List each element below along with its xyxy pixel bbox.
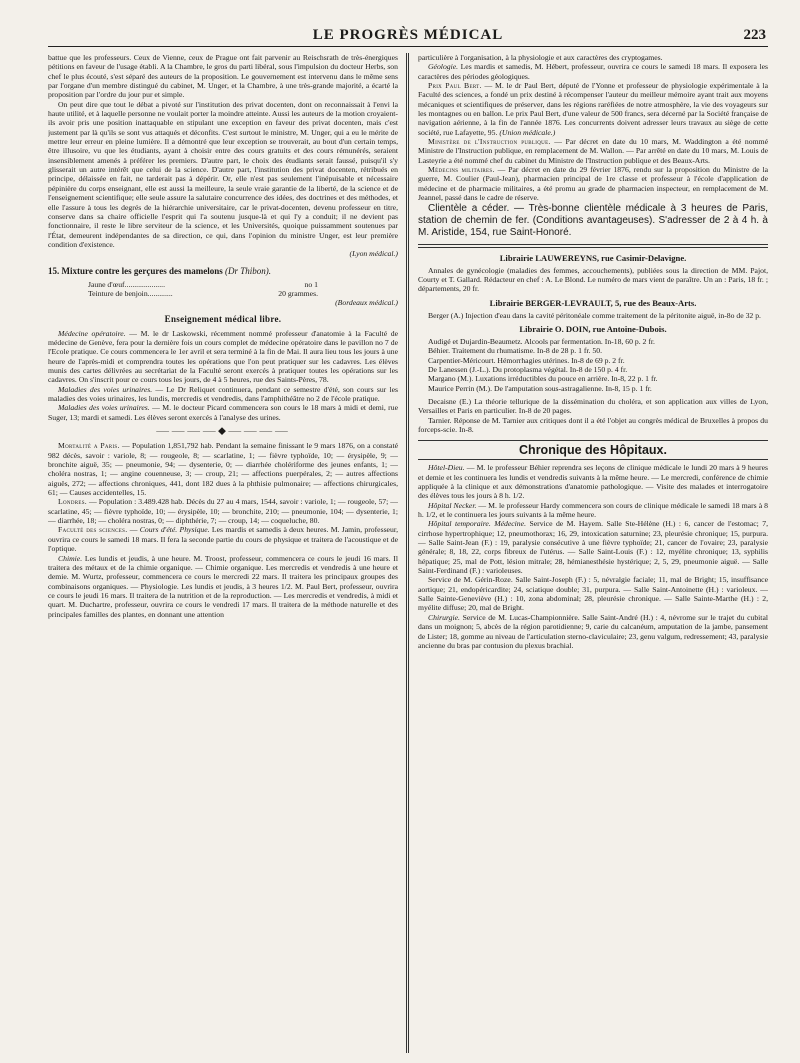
clientele-text: Clientèle a céder. — Très-bonne clientèle médicale à 3 heures de Paris, station de chemin de fer. (Conditions avantageuses). S'adresser de 2 à 4 h. à M. Aristide, 154, rue Saint-Honoré. bbox=[418, 202, 768, 238]
voies-urinaires-1-paragraph bbox=[48, 385, 398, 404]
book-listing: De Lanessen (J.-L.). Du protoplasma végétal. In-8 de 150 p. 4 fr. bbox=[428, 364, 628, 374]
clientele-advertisement bbox=[418, 203, 768, 239]
book-listing: Carpentier-Méricourt. Hémorrhagies utérines. In-8 de 69 p. 2 fr. bbox=[428, 355, 625, 365]
section-15-heading bbox=[48, 265, 398, 277]
voies-urinaires-2-paragraph bbox=[48, 403, 398, 422]
paragraph-label: Chimie. bbox=[58, 553, 83, 563]
chirurgie-paragraph bbox=[418, 613, 768, 650]
formula-ingredient: Jaune d'œuf bbox=[88, 279, 125, 289]
paragraph-label: Ministère de l'Instruction publique. bbox=[428, 137, 551, 147]
librairie-lauwereyns-heading: Librairie LAUWEREYNS, rue Casimir-Delavigne. bbox=[499, 252, 687, 263]
formula-dots: ..................... bbox=[124, 279, 165, 289]
chronique-heading: Chronique des Hôpitaux. bbox=[418, 440, 768, 460]
paragraph-label: Hôtel-Dieu. bbox=[428, 463, 465, 473]
cryptogames-continuation: particulière à l'organisation, à la physiologie et aux caractères des cryptogames. bbox=[418, 53, 663, 62]
paragraph-text: Les mardis et samedis à deux heures. M. Jamin, professeur, ouvrira ce cours le samedi 18 mars. Il fera la seconde partie du cours de physique et traitera de l'acoustique et de l'optique. bbox=[48, 525, 398, 554]
book-listing: Audigé et Dujardin-Beaumetz. Alcools par fermentation. In-18, 60 p. 2 fr. bbox=[428, 336, 655, 346]
paragraph-label: Maladies des voies urinaires. bbox=[58, 384, 153, 394]
paragraph-text: — Population 1,851,792 hab. Pendant la semaine finissant le 9 mars 1876, on a constaté 982 décès, savoir : variole, 8; — rougeole, 8; — scarlatine, 1; — fièvre typhoïde, 10; — érysipèle, 9; — bronchite aiguë, 35; — pneumonie, 94; — dysenterie, 0; — diarrhée cholériforme des jeunes enfants, 1; — choléra nostras, 1; — angine couenneuse, 3; — croup, 21; — affections puerpérales, 2; — autres affections aiguës, 272; — affections chroniques, 441, dont 182 dues à la phthisie pulmonaire; — affections chirurgicales, 61; — Causes accidentelles, 15. bbox=[48, 441, 398, 498]
paragraph-text: — M. le professeur Béhier reprendra ses leçons de clinique médicale le lundi 20 mars à 9 heures et demie et les continuera les lundis et vendredis suivants à la même heure. — Le mercredi, conférence de chimie appliquée à la clinique et aux démonstrations d'anatomie pathologique. — Visite des malades et interrogatoire des élèves tous les jours à 8 h. 1/2. bbox=[418, 463, 768, 501]
hopital-necker-paragraph bbox=[418, 501, 768, 520]
librairie-berger-heading: Librairie BERGER-LEVRAULT, 5, rue des Beaux-Arts. bbox=[489, 297, 697, 308]
article-continuation: battue que les professeurs. Ceux de Vienne, ceux de Prague ont fait parvenir au Reischsrath de très-énergiques pétitions en faveur de l'usage établi. A la Chambre, le gros du parti libéral, sous l'impulsion du docteur Herbs, son chef le plus écouté, s'est séparé des auteurs de la proposition. Le gouvernement est intervenu dans le même sens par l'organe d'un membre distingué du cabinet, M. Unger, et la Chambre, à une très-grande majorité, a écarté la proposition par l'ordre du jour pur et simple. bbox=[48, 53, 398, 100]
page-header bbox=[48, 26, 768, 47]
column-divider bbox=[406, 53, 409, 1053]
tarnier-notice: Tarnier. Réponse de M. Tarnier aux critiques dont il a été l'objet au congrès médical de Bruxelles à propos du forceps-scie. In-8. bbox=[418, 415, 768, 434]
geologie-paragraph bbox=[418, 62, 768, 81]
page-number: 223 bbox=[743, 27, 766, 43]
formula-row bbox=[88, 280, 318, 289]
paragraph-label: Médecine opératoire. bbox=[58, 328, 126, 338]
faculte-sciences-paragraph: Faculté des sciences. — Cours d'été. Physique. Les mardis et samedis à deux heures. M. Jamin, professeur, ouvrira ce cours le samedi 18 mars. Il fera la seconde partie du cours de physique et traitera de l'acoustique et de l'optique. bbox=[48, 525, 398, 554]
mortalite-paris-paragraph bbox=[48, 441, 398, 497]
book-listing: Béhier. Traitement du rhumatisme. In-8 de 28 p. 1 fr. 50. bbox=[428, 346, 603, 356]
paragraph-text: — Population : 3.489.428 hab. Décès du 27 au 4 mars, 1544, savoir : variole, 1; — rougeole, 57; — scarlatine, 45; — fièvre typhoïde, 10; — érysipèle, 10; — bronchite, 210; — pneumonie, 104; — dysenterie, 1; — diarrhée, 18; — choléra nostras, 0; — diphthérie, 7; — croup, 14; — coqueluche, 80. bbox=[48, 497, 398, 526]
decaisne-notice: Decaisne (E.) La théorie tellurique de la dissémination du choléra, et son application aux villes de Lyon, Versailles et Paris en particulier. In-8 de 20 pages. bbox=[418, 396, 768, 416]
formula-ingredient: Teinture de benjoin bbox=[88, 288, 148, 298]
paragraph-text: Service de M. Hayem. Salle Ste-Hélène (H.) : 6, cancer de l'estomac; 7, cirrhose hypertrophique; 12, pneumothorax; 16, 29, intoxication saturnine; 23, pleurésie chronique; 15, purpura. — Salle Saint-Jean (F.) : 19, paralysie consécutive à une fièvre typhoïde; 21, cancer de l'ovaire; 23, paralysie générale; 8, 18, 22, corps fibreux de l'utérus. — Salle Saint-Louis (F.) : 12, myélite chronique; 13, syphilis hépatique; 25, mal de Pott, lésion mitrale; 28, hémianesthésie hystérique; 2, 5, 29, pneumonie aiguë. — Salle Saint-Ferdinand (F.) : varioleuses. bbox=[418, 519, 768, 576]
annales-gynecologie-notice: Annales de gynécologie (maladies des femmes, accouchements), publiées sous la direction de MM. Pajot, Courty et T. Gallard. Rédacteur en chef : A. Le Blond. Le numéro de mars vient de paraître. Un an : Paris, 18 fr. ; départements, 20 fr. bbox=[418, 265, 768, 294]
librairie-doin-heading: Librairie O. DOIN, rue Antoine-Dubois. bbox=[519, 323, 667, 334]
section-15-title: 15. Mixture contre les gerçures des mamelons bbox=[48, 265, 223, 276]
paragraph-label: Prix Paul Bert. bbox=[428, 81, 482, 91]
ministere-paragraph bbox=[418, 137, 768, 165]
paragraph-text: Les lundis et jeudis, à une heure. M. Troost, professeur, commencera ce cours le jeudi 16 mars. Il traitera des métaux et de la chimie organique. — Chimie organique. Les mercredis et vendredis à une heure et demie. M. Wurtz, professeur, commencera ce cours le mercredi 22 mars. Il traitera les principaux groupes des combinaisons organiques. — Physiologie. Les lundis et jeudis, à 3 heures 1/2. M. Paul Bert, professeur, ouvrira ce cours le jeudi 16 mars. Il traitera de la nutrition et de la reproduction. — Les mercredis et vendredis, à midi et quart. M. Duchartre, professeur, ouvrira ce cours le vendredi 17 mars. Il traitera de la méthode naturelle et des principales familles des plantes, en donnant une attention bbox=[48, 553, 398, 619]
book-listing: Margano (M.). Luxations irréductibles du pouce en arrière. In-8, 22 p. 1 fr. bbox=[428, 374, 658, 384]
journal-title: LE PROGRÈS MÉDICAL bbox=[312, 27, 504, 43]
paragraph-label: Chirurgie. bbox=[428, 612, 460, 622]
source-lyon: (Lyon médical.) bbox=[349, 249, 398, 259]
paragraph-label: Géologie. bbox=[428, 62, 459, 72]
formula-quantity: no 1 bbox=[304, 279, 318, 289]
source-bordeaux: (Bordeaux médical.) bbox=[335, 298, 398, 308]
double-rule bbox=[418, 244, 768, 248]
columns bbox=[48, 53, 768, 1053]
paragraph-label: Hôpital temporaire. Médecine. bbox=[428, 519, 526, 529]
paragraph-label: Mortalité a Paris. bbox=[58, 441, 120, 451]
paragraph-text: Les mardis et samedis, M. Hébert, professeur, ouvrira ce cours le samedi 18 mars. Il exposera les caractères des périodes géologiques. bbox=[418, 62, 768, 81]
hopital-temporaire-paragraph bbox=[418, 519, 768, 575]
paragraph-text: — Par décret en date du 10 mars, M. Waddington a été nommé Ministre de l'Instruction publique, en remplacement de M. Wallon. — Par arrêté en date du 10 mars, M. Louis de Lasteyrie a été nommé chef du cabinet du Ministre de l'Instruction publique et des Beaux-Arts. bbox=[418, 137, 768, 165]
prix-paul-bert-paragraph bbox=[418, 81, 768, 137]
londres-paragraph bbox=[48, 497, 398, 525]
section-15-author: (Dr Thibon). bbox=[224, 265, 271, 276]
paragraph-source: (Union médicale.) bbox=[499, 127, 556, 137]
medecine-operatoire-paragraph bbox=[48, 329, 398, 385]
ornament-divider: ⸺⸺⸺⸺◆⸺⸺⸺⸺ bbox=[155, 427, 291, 437]
paragraph-text: — M. le docteur Picard commencera son cours le 18 mars à midi et demi, rue Suger, 13; mardi et samedi. Les élèves seront exercés à l'analyse des urines. bbox=[48, 403, 399, 422]
privat-docenten-paragraph: On peut dire que tout le débat a pivoté sur l'institution des privat docenten, dont on reconnaissait à l'envi la haute utilité, et à laquelle personne ne voulait porter la moindre atteinte. Aussi les auteurs de la motion croyaient-ils avoir pris une position inattaquable en stipulant une exception en faveur des privat docenten, mais c'est justement par là qu'ils se sont vus attaqués et déconfits. C'est surtout le ministre, M. Unger, qui a eu le mérite de mettre leur erreur en pleine lumière. Il a démontré que leur exception se trouverait, au bout d'un certain temps, être illusoire, vu que les étudiants, ayant à choisir entre des cours gratuits et des cours rémunérés, seraient insensiblement amenés à préférer les premiers. D'autre part, le choix des étudiants serait faussé, puisqu'il s'y glisserait un autre intérêt que celui de la science. D'autre part, l'institution des privat docenten, rétribués en principe, délaissée en fait, ne tarderait pas à dépérir. Or, elle n'est pas seulement l'inépuisable et nécessaire pépinière du corps enseignant, elle est aussi la meilleure, la seule vraie garantie de la liberté, de la science et de l'enseignement scientifique; elle seule assure la salutaire concurrence des idées, des doctrines et des méthodes, et elle l'assure à tous les degrés de la hiérarchie universitaire, car le privat-docenten, devenu professeur en titre, conserve dans sa chaire officielle l'esprit qui l'a soutenu jusque-là et qui l'y a conduit; il ne devient pas fonctionnaire, il reste le libre serviteur de la science, et les Universités, quoique puissamment soutenues par l'État, demeurent indépendantes de sa direction, ce qui, dans l'opinion du ministre Unger, est leur première condition d'existence. bbox=[48, 99, 398, 249]
formula-quantity: 20 grammes. bbox=[278, 288, 318, 298]
left-column bbox=[48, 53, 404, 1053]
paragraph-text: — Par décret en date du 29 février 1876, rendu sur la proposition du Ministre de la guerre, M. Coulier (Paul-Jean), pharmacien principal de 1re classe et professeur à l'école d'application de médecine et de pharmacie militaires, a été promu au grade de pharmacien inspecteur, en remplacement de M. Jeannel, passé dans le cadre de réserve. bbox=[418, 165, 768, 203]
paragraph-text: — M. le dr Paul Bert, député de l'Yonne et professeur de physiologie expérimentale à la Faculté des sciences, a fondé un prix destiné à récompenser l'auteur du meilleur mémoire ayant trait aux moyens mécaniques et scientifiques de préserver, dans les régions raréfiées de notre atmosphère, la vie des voyageurs sur les montagnes ou en ballon. Le prix Paul Bert, d'une valeur de 500 francs, sera décerné par la Société française de navigation aérienne, à la fin de l'année 1876. Les concurrents doivent adresser leurs travaux au siège de cette société, rue Lafayette, 95. bbox=[418, 81, 768, 137]
paragraph-sublabel: Cours d'été. Physique. bbox=[139, 525, 210, 535]
paragraph-label: Médecins militaires. bbox=[428, 165, 495, 175]
formula-dots: ............. bbox=[147, 288, 173, 298]
gerin-roze-paragraph: Service de M. Gérin-Roze. Salle Saint-Joseph (F.) : 5, névralgie faciale; 11, mal de Bright; 15, insuffisance aortique; 21, endopéricardite; 24, sciatique double; 31, purpura. — Salle Saint-Antoinette (H.) : varioleux. — Salle Sainte-Geneviève (H.) : 10, zona abdominal; 28, pleurésie chronique. — Salle Sainte-Marthe (H.) : 2, myélite diffuse; 20, mal de Bright. bbox=[418, 575, 768, 613]
hotel-dieu-paragraph bbox=[418, 463, 768, 500]
chimie-paragraph bbox=[48, 554, 398, 619]
paragraph-text: — M. le professeur Hardy commencera son cours de clinique médicale le samedi 18 mars à 8 h. 1/2, et le continuera les jours suivants à la même heure. bbox=[418, 500, 768, 520]
berger-notice: Berger (A.) Injection d'eau dans la cavité péritonéale comme traitement de la péritonite aiguë, in-8o de 32 p. bbox=[428, 310, 761, 320]
paragraph-label: Maladies des voies urinaires. bbox=[58, 403, 150, 413]
paragraph-label: Hôpital Necker. bbox=[428, 500, 477, 510]
paragraph-label: Londres. bbox=[58, 497, 88, 507]
medecins-militaires-paragraph bbox=[418, 165, 768, 202]
enseignement-heading: Enseignement médical libre. bbox=[164, 313, 282, 324]
paragraph-text: — Le Dr Reliquet continuera, pendant ce semestre d'été, son cours sur les maladies des voies urinaires, les lundis, mercredis et vendredis, dans l'amphithéâtre no 2 de l'école pratique. bbox=[48, 384, 398, 403]
book-listing: Maurice Perrin (M.). De l'amputation sous-astragalienne. In-8, 15 p. 1 fr. bbox=[428, 383, 652, 393]
paragraph-text: — M. le dr Laskowski, récemment nommé professeur d'anatomie à la Faculté de médecine de Genève, fera pour la dernière fois un cours complet de médecine opératoire dans le pavillon no 7 de l'Ecole pratique. Ce cours commencera le 1er avril et sera terminé à la fin de Mai. Il aura lieu tous les jours à une heure de l'après-midi et comprendra toutes les opérations que l'on peut pratiquer sur les cadavres. Les élèves munis des cartes délivrées au secrétariat de la Faculté seront exercés à pratiquer toutes les opérations sur les cadavres. On s'inscrit pour ce cours tous les jours, de 4 à 5 heures, rue des Saints-Pères, 78. bbox=[48, 328, 398, 385]
right-column bbox=[411, 53, 768, 1053]
paragraph-text: Service de M. Lucas-Championnière. Salle Saint-André (H.) : 4, névrome sur le trajet du cubital dans un moignon; 5, abcès de la région parotidienne; 9, carie du calcanéum, amputation de la jambe, pansement de Lister; 18, gomme au niveau de l'articulation sterno-claviculaire; 23, genu valgum, redressement; 43, paralysie ancienne du bras par contusion du plexus brachial. bbox=[418, 612, 768, 650]
paragraph-label: Faculté des sciences. bbox=[58, 525, 128, 535]
formula-row bbox=[88, 289, 318, 298]
